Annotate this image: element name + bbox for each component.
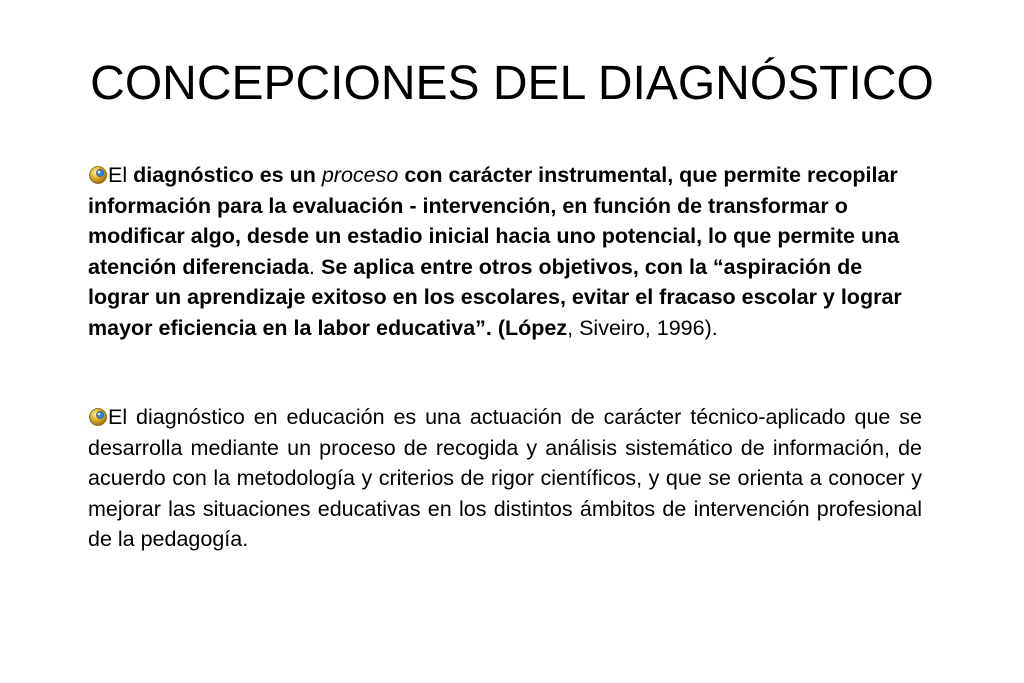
orb-bullet-icon	[88, 407, 108, 427]
p1-run-1: diagnóstico es un	[133, 163, 322, 187]
orb-bullet-icon	[88, 165, 108, 185]
paragraph-1	[88, 160, 922, 343]
p1-run-3: con carácter instrumental, que permite recopilar información para la evaluación - intervención, en función de transformar o modificar algo, desde un estadio inicial hacia uno potencial, lo que permite una atención diferenciada	[88, 163, 900, 279]
p1-run-4: .	[309, 254, 321, 279]
p1-run-2: proceso	[321, 163, 399, 187]
slide-title: CONCEPCIONES DEL DIAGNÓSTICO	[90, 57, 934, 110]
p1-run-6: , Siveiro, 1996).	[567, 315, 718, 340]
p1-run-0: El	[108, 163, 134, 187]
paragraph-2	[88, 402, 922, 555]
p2-text: El diagnóstico en educación es una actuación de carácter técnico-aplicado que se desarrolla mediante un proceso de recogida y análisis sistemático de información, de acuerdo con la metodología y criterios de rigor científicos, y que se orienta a conocer y mejorar las situaciones educativas en los distintos ámbitos de intervención profesional de la pedagogía.	[88, 405, 922, 551]
p1-run-5: Se aplica entre otros objetivos, con la “aspiración de lograr un aprendizaje exitoso en los escolares, evitar el fracaso escolar y lograr mayor eficiencia en la labor educativa”. (López	[88, 254, 902, 340]
